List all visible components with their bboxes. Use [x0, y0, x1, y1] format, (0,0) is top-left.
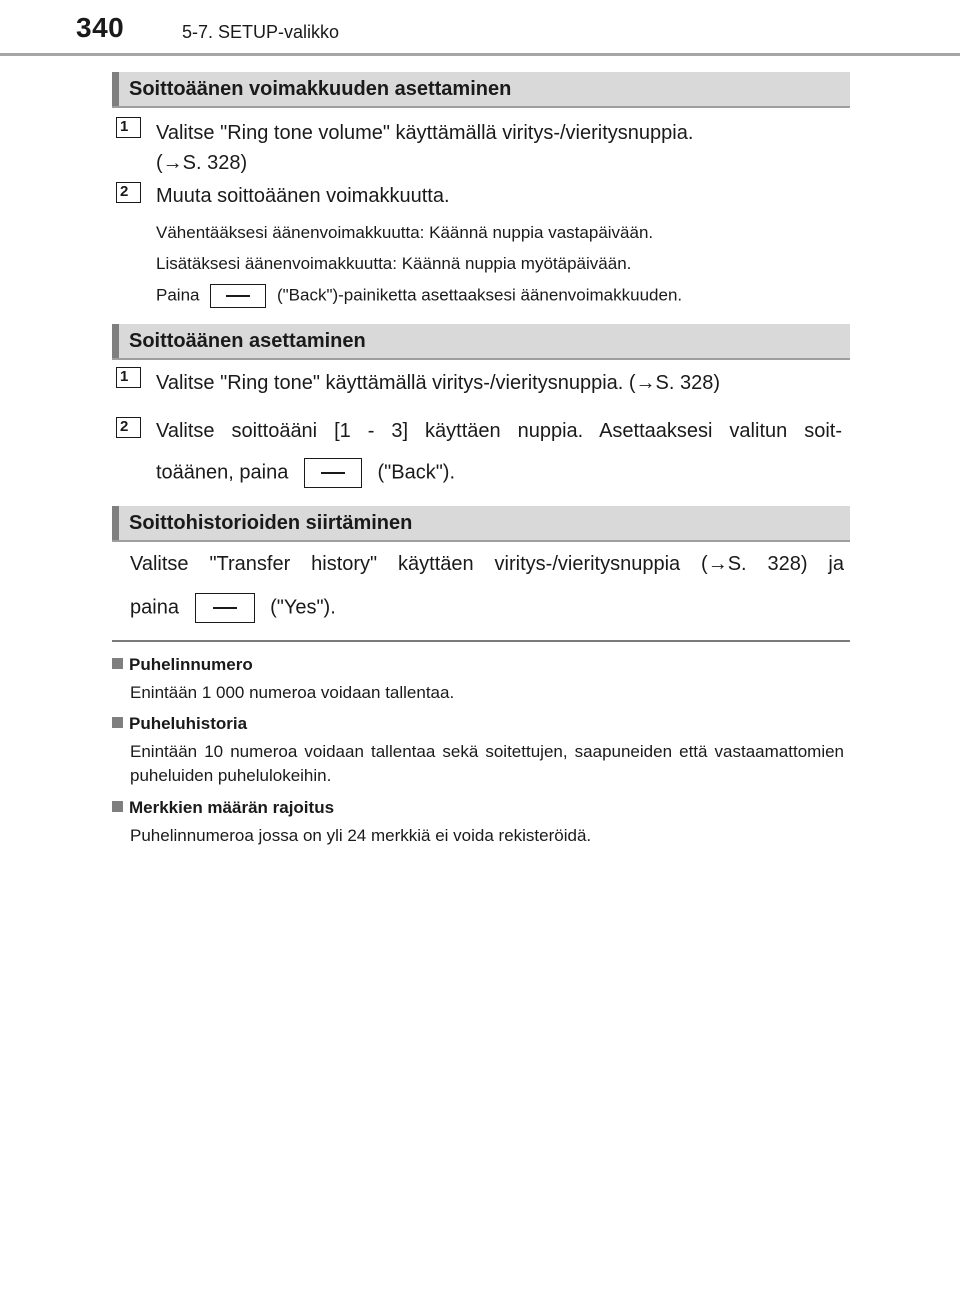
- section-marker-bar: [112, 506, 119, 540]
- step-text: Valitse soittoääni [1 - 3] käyttäen nuppia. Asettaaksesi valitun soit-: [156, 420, 842, 442]
- chapter-title: 5-7. SETUP-valikko: [182, 22, 340, 42]
- step-text: Muuta soittoäänen voimakkuutta.: [156, 185, 450, 207]
- notes-divider: [112, 640, 850, 642]
- note-title: Puheluhistoria: [129, 714, 248, 733]
- step-number: 2: [120, 418, 129, 435]
- press-label: toäänen, paina: [156, 461, 289, 484]
- note-body: Puhelinnumeroa jossa on yli 24 merkkiä ei voida rekisteröidä.: [130, 826, 592, 845]
- step-text: Valitse "Ring tone" käyttämällä viritys-/vieritysnuppia. (→S. 328): [156, 372, 721, 394]
- page-reference: (→S. 328): [156, 152, 248, 174]
- section-marker-bar: [112, 324, 119, 358]
- page-number: 340: [76, 12, 125, 43]
- step-number: 1: [120, 118, 129, 135]
- bullet-square-icon: [112, 658, 123, 669]
- section-title: Soittohistorioiden siirtäminen: [129, 512, 413, 534]
- section-header-ringtone-volume: [112, 72, 850, 108]
- press-instruction: [156, 284, 682, 308]
- sub-instruction: Vähentääksesi äänenvoimakkuutta: Käännä nuppia vastapäivään.: [156, 223, 654, 242]
- bullet-square-icon: [112, 801, 123, 812]
- section-header-ringtone: [112, 324, 850, 360]
- note-body: Enintään 10 numeroa voidaan tallentaa sekä soitettujen, saapuneiden että vastaamattomien puheluiden puhelulokeihin.: [130, 742, 844, 785]
- note-title: Puhelinnumero: [129, 655, 253, 674]
- instruction-text: Valitse "Transfer history" käyttäen viritys-/vieritysnuppia (→S. 328) ja: [130, 553, 844, 575]
- step-number-badge: [116, 417, 141, 438]
- press-result: ("Back")-painiketta asettaaksesi äänenvoimakkuuden.: [276, 285, 683, 305]
- header-divider: [0, 53, 960, 56]
- note-heading: [112, 714, 247, 734]
- back-button-icon: [304, 458, 362, 488]
- press-result: ("Yes").: [270, 596, 336, 619]
- note-heading: [112, 798, 334, 818]
- note-body: Enintään 1 000 numeroa voidaan tallentaa.: [130, 683, 455, 702]
- note-heading: [112, 655, 253, 675]
- press-label: paina: [130, 596, 179, 619]
- section-header-transfer-history: [112, 506, 850, 542]
- step-number-badge: [116, 367, 141, 388]
- section-title: Soittoäänen asettaminen: [129, 330, 366, 352]
- sub-instruction: Lisätäksesi äänenvoimakkuutta: Käännä nuppia myötäpäivään.: [156, 254, 632, 273]
- step-text: Valitse "Ring tone volume" käyttämällä viritys-/vieritysnuppia.: [156, 122, 694, 144]
- back-button-icon: [210, 284, 266, 308]
- bullet-square-icon: [112, 717, 123, 728]
- yes-button-icon: [195, 593, 255, 623]
- instruction-text-continued: [130, 593, 336, 623]
- step-number: 1: [120, 368, 129, 385]
- press-result: ("Back").: [377, 461, 456, 484]
- step-text-continued: [156, 458, 455, 488]
- section-title: Soittoäänen voimakkuuden asettaminen: [129, 78, 512, 100]
- press-label: Paina: [156, 285, 200, 305]
- step-number: 2: [120, 183, 129, 200]
- note-title: Merkkien määrän rajoitus: [129, 798, 335, 817]
- step-number-badge: [116, 117, 141, 138]
- section-marker-bar: [112, 72, 119, 106]
- step-number-badge: [116, 182, 141, 203]
